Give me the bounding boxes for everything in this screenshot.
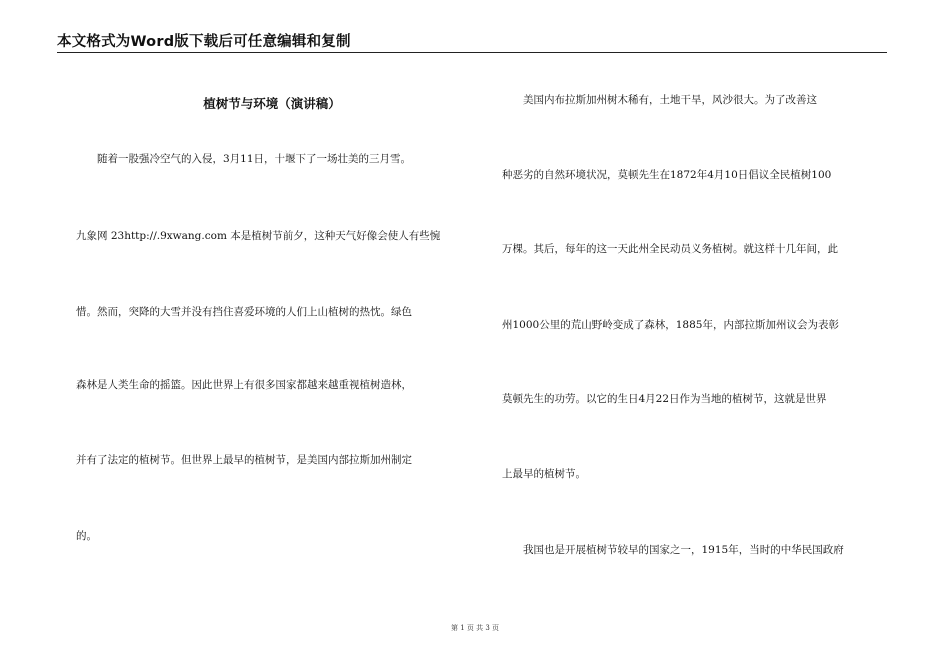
text-line: 惜。然而，突降的大雪并没有挡住喜爱环境的人们上山植树的热忱。绿色 (76, 306, 412, 318)
page-number: 第 1 页 共 3 页 (450, 624, 500, 632)
document-title: 植树节与环境（演讲稿） (203, 96, 341, 111)
text-line: 九象网 23http://.9xwang.com 本是植树节前夕，这种天气好像会使人有些惋 (76, 230, 441, 242)
text-line: 莫顿先生的功劳。以它的生日4月22日作为当地的植树节，这就是世界 (502, 393, 827, 405)
text-line: 我国也是开展植树节较早的国家之一，1915年，当时的中华民国政府 (502, 544, 844, 556)
header-divider (57, 52, 887, 53)
text-line: 随着一股强冷空气的入侵，3月11日，十堰下了一场壮美的三月雪。 (76, 153, 412, 165)
text-line: 上最早的植树节。 (502, 468, 586, 480)
text-line: 的。 (76, 530, 97, 542)
text-line: 州1000公里的荒山野岭变成了森林，1885年，内部拉斯加州议会为表彰 (502, 319, 839, 331)
text-line: 并有了法定的植树节。但世界上最早的植树节，是美国内部拉斯加州制定 (76, 454, 412, 466)
text-line: 美国内布拉斯加州树木稀有，土地干旱，风沙很大。为了改善这 (502, 94, 817, 106)
document-banner: 本文格式为Word版下载后可任意编辑和复制 (57, 34, 351, 50)
text-line: 种恶劣的自然环境状况，莫顿先生在1872年4月10日倡议全民植树100 (502, 169, 832, 181)
text-line: 森林是人类生命的摇篮。因此世界上有很多国家都越来越重视植树造林， (76, 379, 412, 391)
text-line: 万棵。其后，每年的这一天此州全民动员义务植树。就这样十几年间，此 (502, 243, 838, 255)
